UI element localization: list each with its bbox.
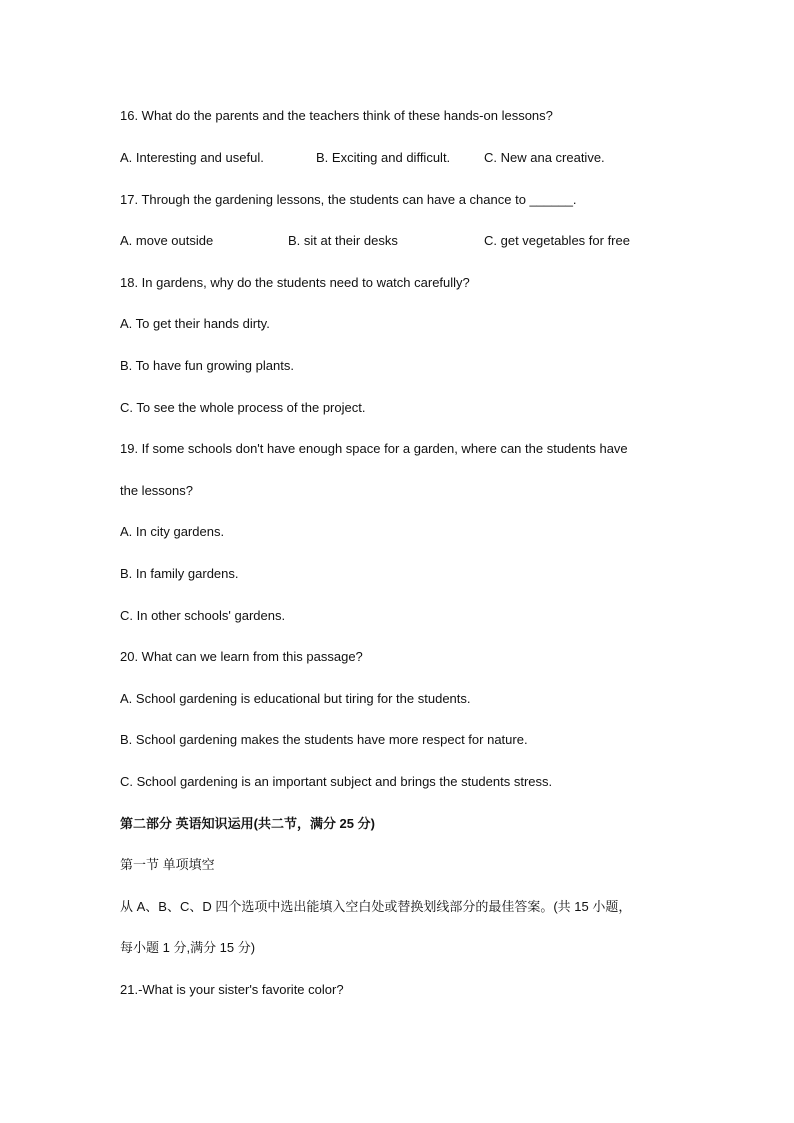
q17-option-b: B. sit at their desks [288, 233, 398, 248]
part2-instruction-line2: 每小题 1 分,满分 15 分) [120, 940, 256, 955]
part2-section1-title: 第一节 单项填空 [120, 857, 215, 872]
q20-option-b: B. School gardening makes the students have more respect for nature. [120, 732, 528, 747]
q16-question: 16. What do the parents and the teachers think of these hands-on lessons? [120, 108, 553, 123]
q18-question: 18. In gardens, why do the students need to watch carefully? [120, 275, 470, 290]
q18-option-c: C. To see the whole process of the project. [120, 400, 366, 415]
q16-option-c: C. New ana creative. [484, 150, 605, 165]
q18-option-a: A. To get their hands dirty. [120, 316, 270, 331]
q19-option-a: A. In city gardens. [120, 524, 225, 539]
q19-option-b: B. In family gardens. [120, 566, 239, 581]
q17-option-c: C. get vegetables for free [484, 233, 630, 248]
q20-option-a: A. School gardening is educational but tiring for the students. [120, 691, 471, 706]
q19-question-line2: the lessons? [120, 483, 193, 498]
q17-option-a: A. move outside [120, 233, 214, 248]
q19-option-c: C. In other schools' gardens. [120, 608, 286, 623]
q20-option-c: C. School gardening is an important subject and brings the students stress. [120, 774, 553, 789]
q21-question: 21.-What is your sister's favorite color? [120, 982, 344, 997]
q18-option-b: B. To have fun growing plants. [120, 358, 294, 373]
q17-question: 17. Through the gardening lessons, the students can have a chance to ______. [120, 192, 577, 207]
q20-question: 20. What can we learn from this passage? [120, 649, 363, 664]
part2-heading: 第二部分 英语知识运用(共二节，满分 25 分) [120, 816, 375, 831]
part2-instruction-line1: 从 A、B、C、D 四个选项中选出能填入空白处或替换划线部分的最佳答案。(共 15 小题， [120, 899, 632, 914]
q16-option-b: B. Exciting and difficult. [316, 150, 451, 165]
q16-option-a: A. Interesting and useful. [120, 150, 264, 165]
q19-question-line1: 19. If some schools don't have enough space for a garden, where can the students have [120, 441, 628, 456]
